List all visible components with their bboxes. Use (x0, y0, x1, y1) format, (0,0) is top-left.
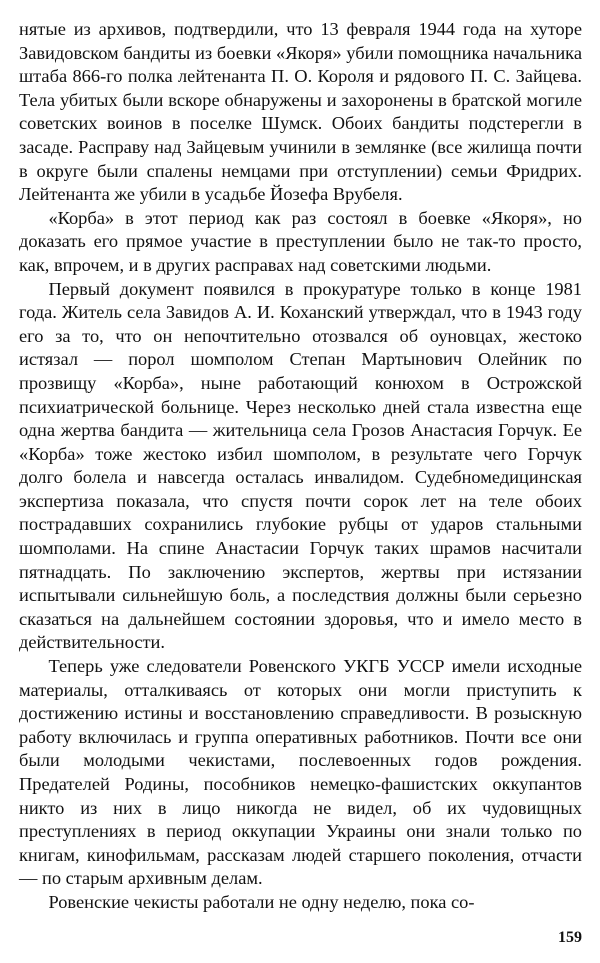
paragraph-korba-in-yakor-unit: «Корба» в этот период как раз состоял в боевке «Якоря», но доказать его прямое участие в преступлении было не так-то просто, как, впрочем, и в других расправах над советскими людьми. (19, 207, 582, 275)
page-number: 159 (558, 929, 582, 946)
paragraph-first-document: Первый документ появился в прокуратуре только в конце 1981 года. Житель села Завидов А. И. Коханский утверждал, что в 1943 году его за то, что он непочтительно отозвался об оуновцах, жестоко истязал — порол шомполом Степан Мартынович Олейник по прозвищу «Корба», ныне работающий конюхом в Острожской психиатрической больнице. Через несколько дней стала известна еще одна жертва бандита — жительница села Грозов Анастасия Горчук. Ее «Корба» тоже жестоко избил шомполом, в результате чего Горчук долго болела и навсегда осталась инвалидом. Судебномедицинская экспертиза показала, что спустя почти сорок лет на теле обоих пострадавших сохранились глубокие рубцы от ударов стальными шомполами. На спине Анастасии Горчук таких шрамов насчитали пятнадцать. По заключению экспертов, жертвы при истязании испытывали сильнейшую боль, а последствия должны были серьезно сказаться на дальнейшем состоянии здоровья, что и имело место в действительности. (19, 278, 582, 653)
paragraph-investigators: Теперь уже следователи Ровенского УКГБ УССР имели исходные материалы, отталкиваясь от которых они могли приступить к достижению истины и восстановлению справедливости. В розыскную работу включилась и группа оперативных работников. Почти все они были молодыми чекистами, послевоенных годов рождения. Предателей Родины, пособников немецко-фашистских оккупантов никто из них в лицо никогда не видел, об их чудовищных преступлениях в период оккупации Украины они знали только по книгам, кинофильмам, рассказам людей старшего поколения, отчасти — по старым архивным делам. (19, 656, 582, 889)
paragraph-continued: нятые из архивов, подтвердили, что 13 февраля 1944 года на хуторе Завидовском бандиты из боевки «Якоря» убили помощника начальника штаба 866-го полка лейтенанта П. О. Короля и рядового П. С. Зайцева. Тела убитых были вскоре обнаружены и захоронены в братской могиле советских воинов в поселке Шумск. Обоих бандиты подстерегли в засаде. Расправу над Зайцевым учинили в землянке (все жилища почти в округе были спалены немцами при отступлении) семьи Фридрих. Лейтенанта же убили в усадьбе Йозефа Врубеля. (19, 19, 582, 205)
paragraph-rovno-chekists: Ровенские чекисты работали не одну неделю, пока со- (48, 891, 475, 912)
book-page (19, 18, 582, 915)
